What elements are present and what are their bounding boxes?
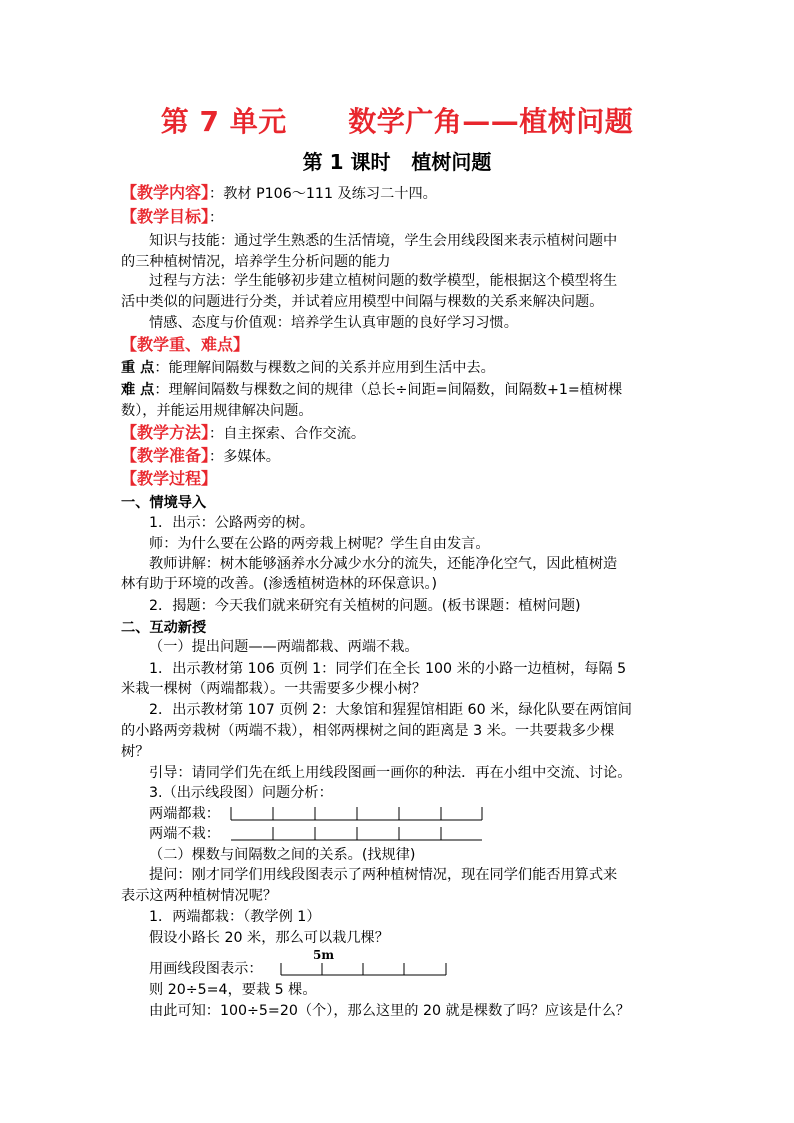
s2-line-3: 米栽一棵树（两端都栽）。一共需要多少棵小树？ — [121, 681, 427, 697]
s1-line-2: 师：为什么要在公路的两旁栽上树呢？学生自由发言。 — [149, 536, 490, 552]
section-method — [121, 424, 365, 443]
s2-line-6: 树？ — [121, 744, 150, 760]
content-text: ：教材 P106～111 及练习二十四。 — [209, 186, 437, 202]
goals-colon: ： — [209, 210, 224, 226]
section-prep — [121, 447, 280, 466]
s1-title: 一、情境导入 — [121, 495, 207, 511]
prep-text: ：多媒体。 — [209, 449, 280, 465]
s2-line-7: 引导：请同学们先在纸上用线段图画一画你的种法．再在小组中交流、讨论。 — [149, 765, 632, 781]
s2-line-9: （二）棵数与间隔数之间的关系。(找规律) — [149, 847, 416, 863]
nan-label: 难 点 — [121, 382, 155, 398]
process-label: 【教学过程】 — [121, 469, 218, 488]
s2-line-1: （一）提出问题——两端都栽、两端不栽。 — [149, 639, 419, 655]
method-label: 【教学方法】 — [121, 423, 210, 442]
s2-line-11: 表示这两种植树情况呢？ — [121, 888, 278, 904]
zhong-text: ：能理解间隔数与棵数之间的关系并应用到生活中去。 — [154, 360, 495, 376]
goals-line-4: 活中类似的问题进行分类，并试着应用模型中间隔与棵数的关系来解决问题。 — [121, 294, 604, 310]
both-ends-segment — [230, 804, 486, 822]
no-ends-label: 两端不栽： — [149, 826, 220, 842]
s2-line-4: 2．出示教材第 107 页例 2：大象馆和猩猩馆相距 60 米，绿化队要在两馆间 — [149, 702, 632, 718]
keypoint-nan-cont: 数），并能运用规律解决问题。 — [121, 403, 313, 419]
section-goals — [121, 208, 223, 227]
section-process — [121, 470, 217, 488]
segment-unit-label: 5m — [313, 948, 335, 962]
s2-title: 二、互动新授 — [121, 620, 207, 636]
section-content — [121, 184, 437, 203]
goals-line-1: 知识与技能：通过学生熟悉的生活情境，学生会用线段图来表示植树问题中 — [149, 233, 618, 249]
goals-line-2: 的三种植树情况，培养学生分析问题的能力 — [121, 254, 391, 270]
zhong-label: 重 点 — [121, 360, 155, 376]
prep-label: 【教学准备】 — [121, 446, 210, 465]
s1-line-5: 2．揭题：今天我们就来研究有关植树的问题。(板书课题：植树问题) — [149, 598, 581, 614]
example-segment — [280, 961, 450, 977]
both-ends-label: 两端都栽： — [149, 806, 220, 822]
goals-line-3: 过程与方法：学生能够初步建立植树问题的数学模型，能根据这个模型将生 — [149, 273, 618, 289]
nan-text: ：理解间隔数与棵数之间的规律（总长÷间距=间隔数，间隔数+1=植树棵 — [154, 382, 623, 398]
s2-line-14: 则 20÷5=4，要栽 5 棵。 — [149, 982, 317, 998]
keypoint-nan — [121, 381, 622, 399]
s1-line-4: 林有助于环境的改善。(渗透植树造林的环保意识。) — [121, 576, 438, 592]
content-label: 【教学内容】 — [121, 183, 210, 202]
unit-title: 第 7 单元 数学广角——植树问题 — [160, 105, 634, 138]
s2-line-2: 1．出示教材第 106 页例 1：同学们在全长 100 米的小路一边植树，每隔 5 — [149, 661, 627, 677]
s2-line-12: 1．两端都栽：（教学例 1） — [149, 909, 321, 925]
lesson-title: 第 1 课时 植树问题 — [302, 150, 492, 174]
keypoint-zhong — [121, 359, 495, 377]
method-text: ：自主探索、合作交流。 — [209, 426, 366, 442]
section-keypoints — [121, 336, 249, 354]
goals-label: 【教学目标】 — [121, 207, 210, 226]
goals-line-5: 情感、态度与价值观：培养学生认真审题的良好学习习惯。 — [149, 315, 518, 331]
s2-line-15: 由此可知：100÷5=20（个），那么这里的 20 就是棵数了吗？应该是什么？ — [149, 1003, 630, 1019]
s2-line-5: 的小路两旁栽树（两端不栽），相邻两棵树之间的距离是 3 米。一共要栽多少棵 — [121, 723, 615, 739]
s1-line-1: 1．出示：公路两旁的树。 — [149, 515, 315, 531]
s2-line-13: 假设小路长 20 米，那么可以栽几棵？ — [149, 930, 389, 946]
s2-line-10: 提问：刚才同学们用线段图表示了两种植树情况，现在同学们能否用算式来 — [149, 867, 618, 883]
keypoints-label: 【教学重、难点】 — [121, 335, 250, 354]
no-ends-segment — [230, 824, 486, 842]
draw-label: 用画线段图表示： — [149, 961, 263, 977]
s2-line-8: 3.（出示线段图）问题分析： — [149, 785, 333, 801]
s1-line-3: 教师讲解：树木能够涵养水分减少水分的流失，还能净化空气，因此植树造 — [149, 556, 618, 572]
